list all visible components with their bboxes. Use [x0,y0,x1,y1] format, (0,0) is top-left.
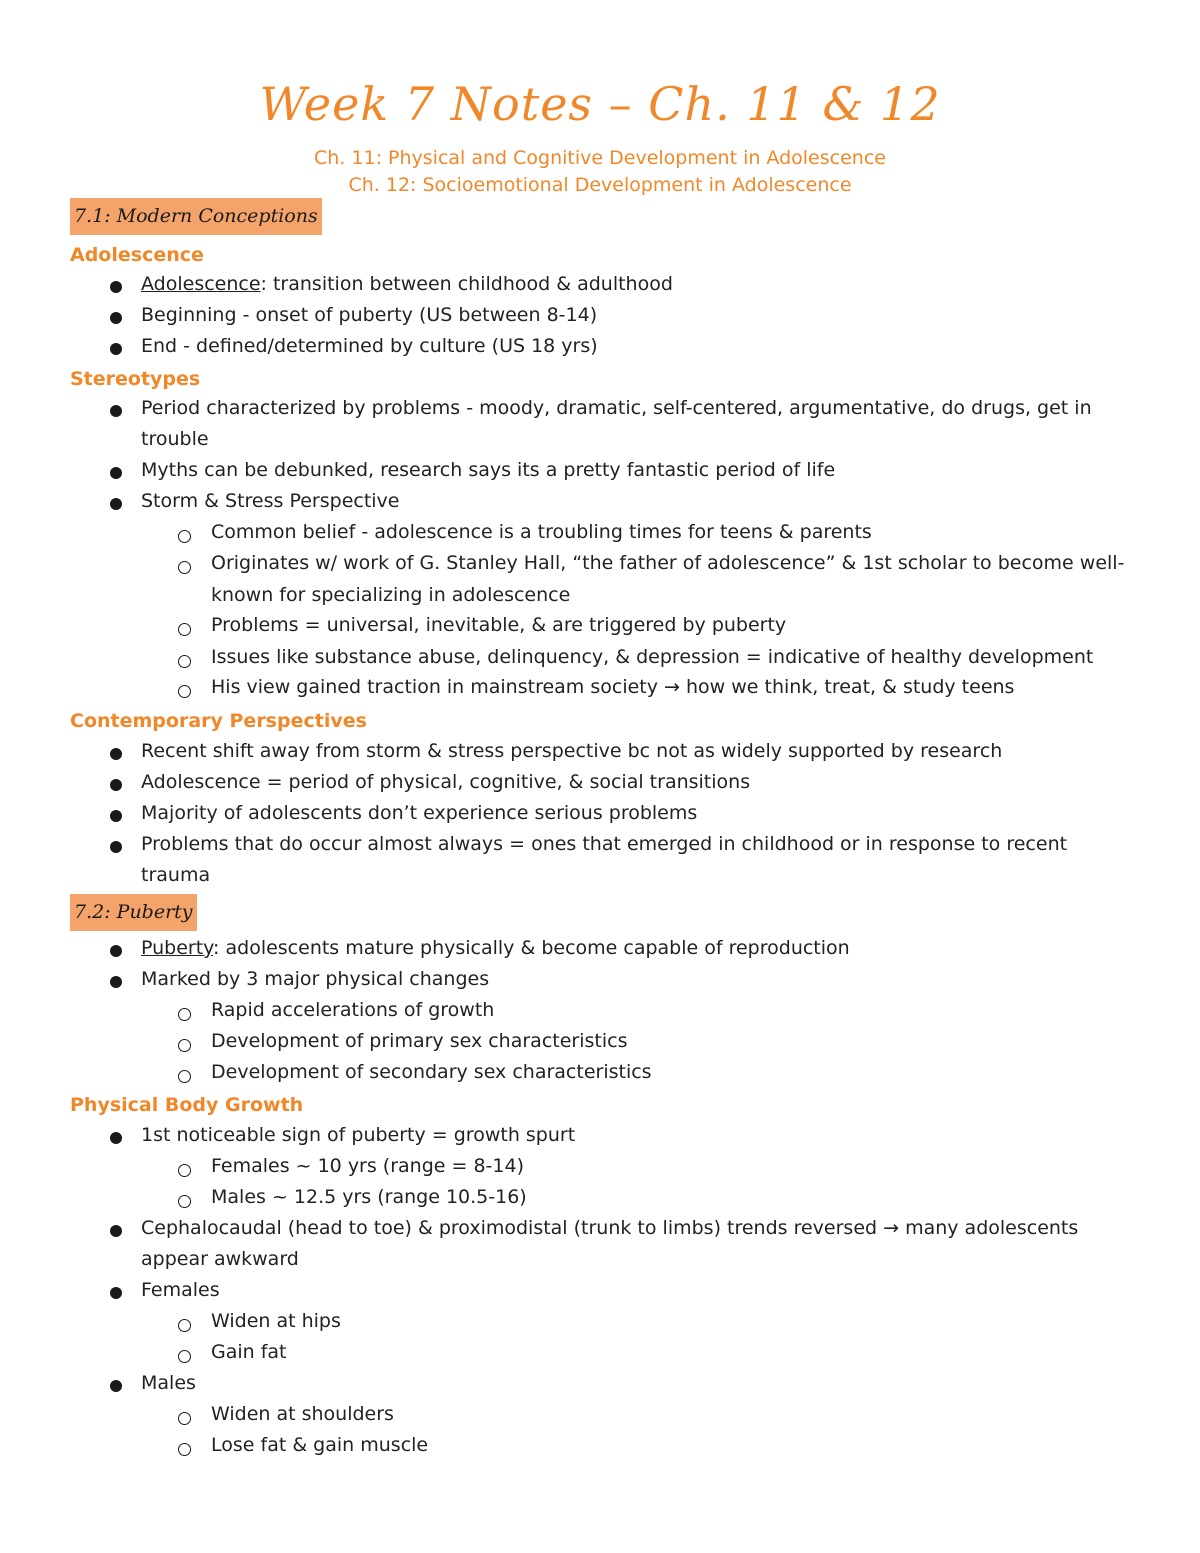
bullet-icon [110,1225,122,1237]
sub-list-item: Issues like substance abuse, delinquency, & depression = indicative of healthy development [211,646,1094,668]
list-item: Males [141,1372,196,1394]
bullet-icon [110,281,122,293]
definition-text: : transition between childhood & adulthood [260,273,673,295]
circle-bullet-icon [178,1070,191,1083]
list-item: Recent shift away from storm & stress perspective bc not as widely supported by research [141,740,1003,762]
bullet-icon [110,748,122,760]
list-item: Majority of adolescents don’t experience serious problems [141,802,698,824]
sub-list-item: Development of primary sex characteristics [211,1030,628,1052]
section-heading-7-2: 7.2: Puberty [70,894,197,931]
list-item: Period characterized by problems - moody, dramatic, self-centered, argumentative, do drugs, get in [141,397,1092,419]
list-item: Myths can be debunked, research says its a pretty fantastic period of life [141,459,836,481]
term-puberty: Puberty [141,937,214,959]
circle-bullet-icon [178,1039,191,1052]
list-item: Females [141,1279,220,1301]
circle-bullet-icon [178,1008,191,1021]
sub-list-item: Females ~ 10 yrs (range = 8-14) [211,1155,524,1177]
sub-list-item: Widen at shoulders [211,1403,394,1425]
definition-text: : adolescents mature physically & become capable of reproduction [213,937,850,959]
list-item-continued: trouble [141,428,209,450]
bullet-icon [110,312,122,324]
bullet-icon [110,841,122,853]
sub-list-item: Lose fat & gain muscle [211,1434,429,1456]
circle-bullet-icon [178,1164,191,1177]
sub-list-item: Problems = universal, inevitable, & are triggered by puberty [211,614,787,636]
circle-bullet-icon [178,1412,191,1425]
section-heading-7-1: 7.1: Modern Conceptions [70,198,322,235]
list-item [141,933,1131,964]
bullet-icon [110,498,122,510]
list-item: Storm & Stress Perspective [141,490,400,512]
bullet-icon [110,405,122,417]
bullet-icon [110,1132,122,1144]
bullet-icon [110,945,122,957]
bullet-icon [110,1380,122,1392]
page-title: Week 7 Notes – Ch. 11 & 12 [259,77,941,131]
list-item: Marked by 3 major physical changes [141,968,490,990]
sub-list-item-continued: known for specializing in adolescence [211,584,571,606]
circle-bullet-icon [178,655,191,668]
sub-list-item: Development of secondary sex characteristics [211,1061,652,1083]
list-item: Cephalocaudal (head to toe) & proximodistal (trunk to limbs) trends reversed → many adolescents [141,1217,1079,1239]
list-item: Problems that do occur almost always = ones that emerged in childhood or in response to recent [141,833,1068,855]
bullet-icon [110,810,122,822]
sub-list-item: Males ~ 12.5 yrs (range 10.5-16) [211,1186,527,1208]
circle-bullet-icon [178,561,191,574]
bullet-icon [110,467,122,479]
sub-list-item: Gain fat [211,1341,287,1363]
sub-list-item: Widen at hips [211,1310,341,1332]
circle-bullet-icon [178,1350,191,1363]
list-item-continued: appear awkward [141,1248,299,1270]
circle-bullet-icon [178,623,191,636]
circle-bullet-icon [178,530,191,543]
list-item-continued: trauma [141,864,211,886]
bullet-icon [110,779,122,791]
subtitle-ch11: Ch. 11: Physical and Cognitive Development in Adolescence [314,147,886,169]
circle-bullet-icon [178,685,191,698]
sub-list-item: His view gained traction in mainstream society → how we think, treat, & study teens [211,676,1015,698]
list-item: Beginning - onset of puberty (US between 8-14) [141,304,598,326]
sub-list-item: Originates w/ work of G. Stanley Hall, “the father of adolescence” & 1st scholar to become well- [211,552,1125,574]
subheading-contemporary-perspectives: Contemporary Perspectives [70,710,367,732]
circle-bullet-icon [178,1195,191,1208]
list-item: Adolescence = period of physical, cognitive, & social transitions [141,771,751,793]
subheading-stereotypes: Stereotypes [70,368,201,390]
subtitle-ch12: Ch. 12: Socioemotional Development in Adolescence [348,174,852,196]
sub-list-item: Common belief - adolescence is a troubling times for teens & parents [211,521,872,543]
subheading-adolescence: Adolescence [70,244,204,266]
list-item: End - defined/determined by culture (US 18 yrs) [141,335,598,357]
circle-bullet-icon [178,1319,191,1332]
circle-bullet-icon [178,1443,191,1456]
bullet-icon [110,343,122,355]
term-adolescence: Adolescence [141,273,261,295]
bullet-icon [110,976,122,988]
subheading-physical-body-growth: Physical Body Growth [70,1094,304,1116]
bullet-icon [110,1287,122,1299]
list-item [141,269,1131,300]
list-item: 1st noticeable sign of puberty = growth spurt [141,1124,576,1146]
sub-list-item: Rapid accelerations of growth [211,999,495,1021]
